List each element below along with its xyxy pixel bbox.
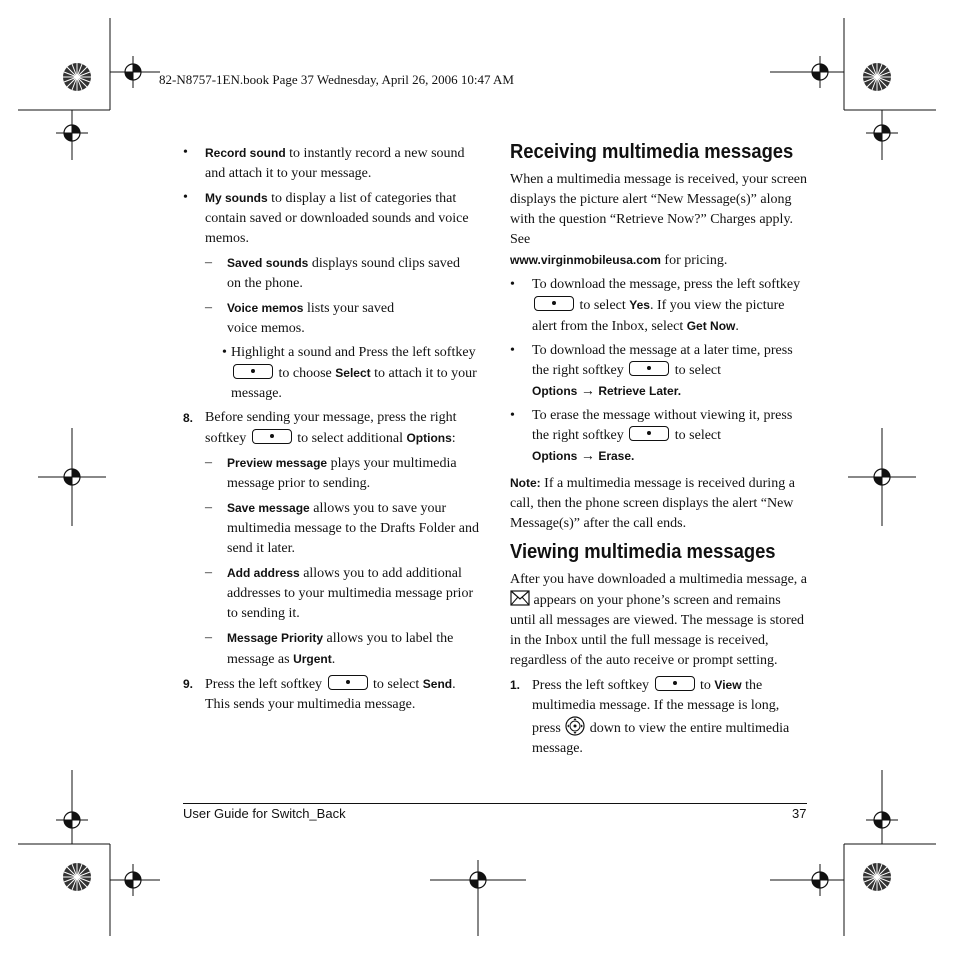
list-item: – Voice memos lists your saved voice memos. [205, 300, 395, 336]
list-item: – Add address allows you to add additional addresses to your multimedia message prior to sending it. [205, 565, 474, 621]
list-item: • To download the message at a later time, press the right softkey to select Options → Retrieve Later. [510, 343, 793, 399]
heading-viewing: Viewing multimedia messages [510, 541, 776, 563]
page-number: 37 [792, 806, 807, 821]
list-item: – Message Priority allows you to label the message as Urgent. [205, 630, 454, 667]
list-item: – Preview message plays your multimedia message prior to sending. [205, 455, 457, 491]
navigation-key-icon [564, 716, 586, 736]
list-item: – Save message allows you to save your multimedia message to the Drafts Folder and send it later. [205, 500, 479, 556]
list-item: 9. Press the left softkey to select Send. This sends your multimedia message. [183, 677, 456, 712]
softkey-icon [252, 429, 292, 444]
list-item: – Saved sounds displays sound clips saved on the phone. [205, 255, 461, 291]
footer-title: User Guide for Switch_Back [183, 806, 346, 821]
softkey-icon [328, 675, 368, 690]
right-column-bottom [510, 570, 808, 759]
softkey-icon [233, 364, 273, 379]
left-column [183, 143, 483, 715]
softkey-icon [534, 296, 574, 311]
print-header: 82-N8757-1EN.book Page 37 Wednesday, April 26, 2006 10:47 AM [159, 72, 514, 87]
envelope-icon [510, 590, 530, 606]
list-item: • My sounds to display a list of categories that contain saved or downloaded sounds and voice memos. [183, 190, 469, 246]
footer-rule [183, 803, 807, 804]
right-column-top [510, 170, 808, 534]
list-item: • To download the message, press the left softkey to select Yes. If you view the picture alert from the Inbox, select Get Now. [510, 277, 801, 334]
note: Note: If a multimedia message is received during a call, then the phone screen displays the alert “New Message(s)” after the call ends. [510, 476, 795, 531]
list-item: • Highlight a sound and Press the left softkey to choose Select to attach it to your message. [222, 345, 477, 401]
paragraph: After you have downloaded a multimedia message, a appears on your phone’s screen and remains until all messages are viewed. The message is stored in the Inbox until the full message is received, regardless of the auto receive or prompt setting. [510, 572, 808, 668]
softkey-icon [655, 676, 695, 691]
list-item: • To erase the message without viewing it, press the right softkey to select Options → Erase. [510, 408, 793, 464]
paragraph: When a multimedia message is received, your screen displays the picture alert “New Message(s)” along with the question “Retrieve Now?” Charges apply. See www.virginmobileusa.com for pricing. [510, 172, 807, 268]
list-item: 8. Before sending your message, press the right softkey to select additional Options: [183, 410, 457, 446]
list-item: 1. Press the left softkey to View the multimedia message. If the message is long, press down to view the entire multimedia message. [510, 678, 790, 756]
heading-receiving: Receiving multimedia messages [510, 141, 794, 163]
softkey-icon [629, 361, 669, 376]
list-item: • Record sound to instantly record a new sound and attach it to your message. [183, 145, 465, 181]
softkey-icon [629, 426, 669, 441]
